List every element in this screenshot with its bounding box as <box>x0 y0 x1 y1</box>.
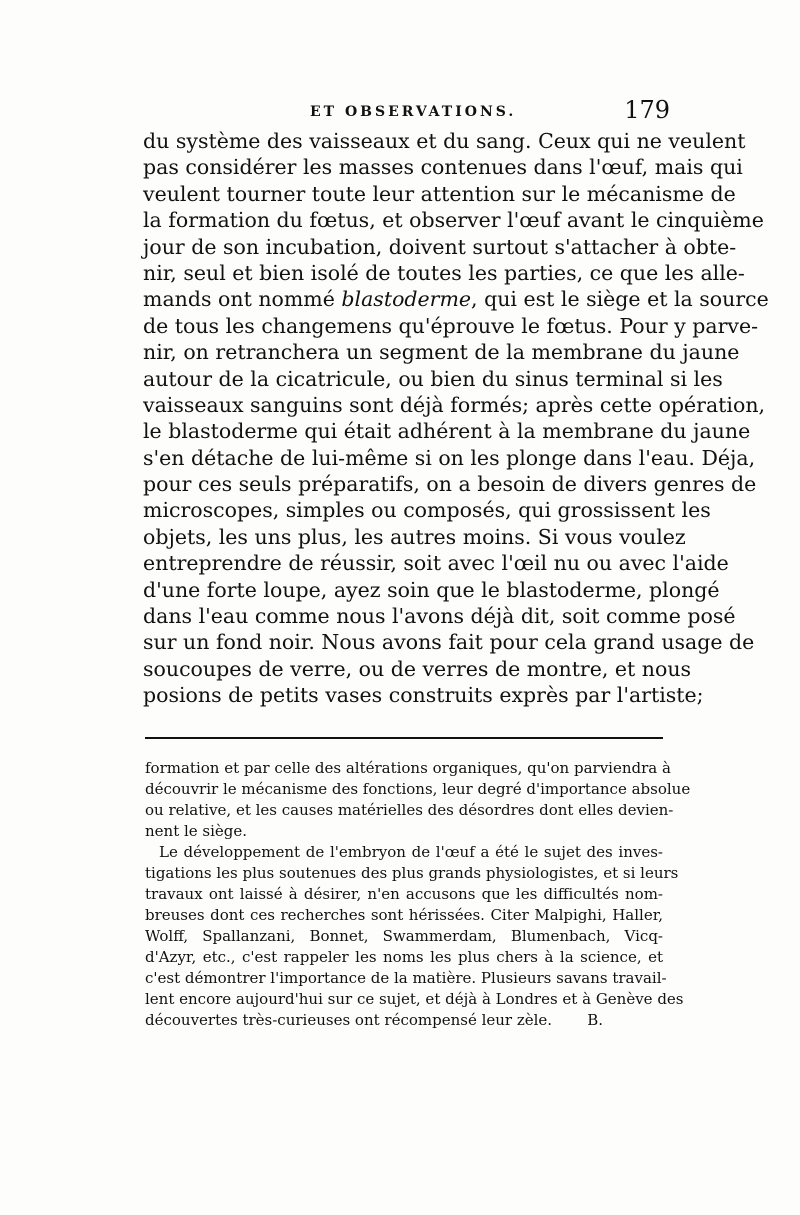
footnote-line: Le développement de l'embryon de l'œuf a été le sujet des inves- <box>159 843 663 861</box>
body-line: pour ces seuls préparatifs, on a besoin de divers genres de <box>143 472 757 497</box>
body-line: du système des vaisseaux et du sang. Ceux qui ne veulent <box>143 129 746 153</box>
body-line: nir, seul et bien isolé de toutes les parties, ce que les alle- <box>143 260 745 285</box>
footnote-line: Wolff, Spallanzani, Bonnet, Swammerdam, Blumenbach, Vicq- <box>145 927 663 945</box>
body-line: de tous les changemens qu'éprouve le fœtus. Pour y parve- <box>143 313 759 338</box>
body-line: d'une forte loupe, ayez soin que le blastoderme, plongé <box>143 577 720 602</box>
body-line: microscopes, simples ou composés, qui grossissent les <box>143 498 711 523</box>
body-line: nir, on retranchera un segment de la membrane du jaune <box>143 340 740 365</box>
line-text-after: , qui est le siège et la source <box>471 287 769 312</box>
body-line-italic <box>143 286 769 312</box>
body-line: dans l'eau comme nous l'avons déjà dit, soit comme posé <box>143 604 736 629</box>
body-line: autour de la cicatricule, ou bien du sinus terminal si les <box>143 366 723 391</box>
footnote-rule <box>145 737 663 739</box>
footnote-line: nent le siège. <box>145 822 248 840</box>
body-line: pas considérer les masses contenues dans l'œuf, mais qui <box>143 155 743 180</box>
body-line: veulent tourner toute leur attention sur le mécanisme de <box>143 181 736 206</box>
body-line: la formation du fœtus, et observer l'œuf avant le cinquième <box>143 208 764 233</box>
footnote-line: travaux ont laissé à désirer, n'en accusons que les difficultés nom- <box>145 885 663 903</box>
body-line: posions de petits vases construits exprès par l'artiste; <box>143 683 704 708</box>
footnote-last-line <box>145 1010 663 1031</box>
body-line: jour de son incubation, doivent surtout s'attacher à obte- <box>143 234 737 259</box>
line-text-before: mands ont nommé <box>143 287 342 312</box>
body-text <box>143 128 769 709</box>
body-line: sur un fond noir. Nous avons fait pour cela grand usage de <box>143 630 755 655</box>
footnote-line: formation et par celle des altérations organiques, qu'on parviendra à <box>145 759 671 777</box>
footnote <box>145 758 691 1031</box>
body-line: soucoupes de verre, ou de verres de montre, et nous <box>143 656 692 681</box>
footnote-line: breuses dont ces recherches sont hérissées. Citer Malpighi, Haller, <box>145 906 663 924</box>
footnote-line-text: découvertes très-curieuses ont récompensé leur zèle. <box>145 1011 553 1029</box>
body-line: objets, les uns plus, les autres moins. Si vous voulez <box>143 524 686 549</box>
body-line: vaisseaux sanguins sont déjà formés; après cette opération, <box>143 392 766 417</box>
italic-term: blastoderme <box>341 287 472 312</box>
running-title: ET OBSERVATIONS. <box>310 104 517 120</box>
footnote-line: tigations les plus soutenues des plus grands physiologistes, et si leurs <box>145 864 679 882</box>
body-line: le blastoderme qui était adhérent à la membrane du jaune <box>143 419 751 444</box>
footnote-line: lent encore aujourd'hui sur ce sujet, et déjà à Londres et à Genève des <box>145 990 684 1008</box>
body-line: s'en détache de lui-même si on les plonge dans l'eau. Déja, <box>143 445 756 470</box>
body-line: entreprendre de réussir, soit avec l'œil nu ou avec l'aide <box>143 551 729 576</box>
footnote-line: découvrir le mécanisme des fonctions, leur degré d'importance absolue <box>145 780 691 798</box>
footnote-line: ou relative, et les causes matérielles des désordres dont elles devien- <box>145 801 674 819</box>
page-number: 179 <box>624 96 670 124</box>
running-head <box>150 96 670 128</box>
footnote-line: d'Azyr, etc., c'est rappeler les noms les plus chers à la science, et <box>145 948 663 966</box>
footnote-signature: B. <box>587 1011 603 1029</box>
footnote-line: c'est démontrer l'importance de la matière. Plusieurs savans travail- <box>145 969 667 987</box>
